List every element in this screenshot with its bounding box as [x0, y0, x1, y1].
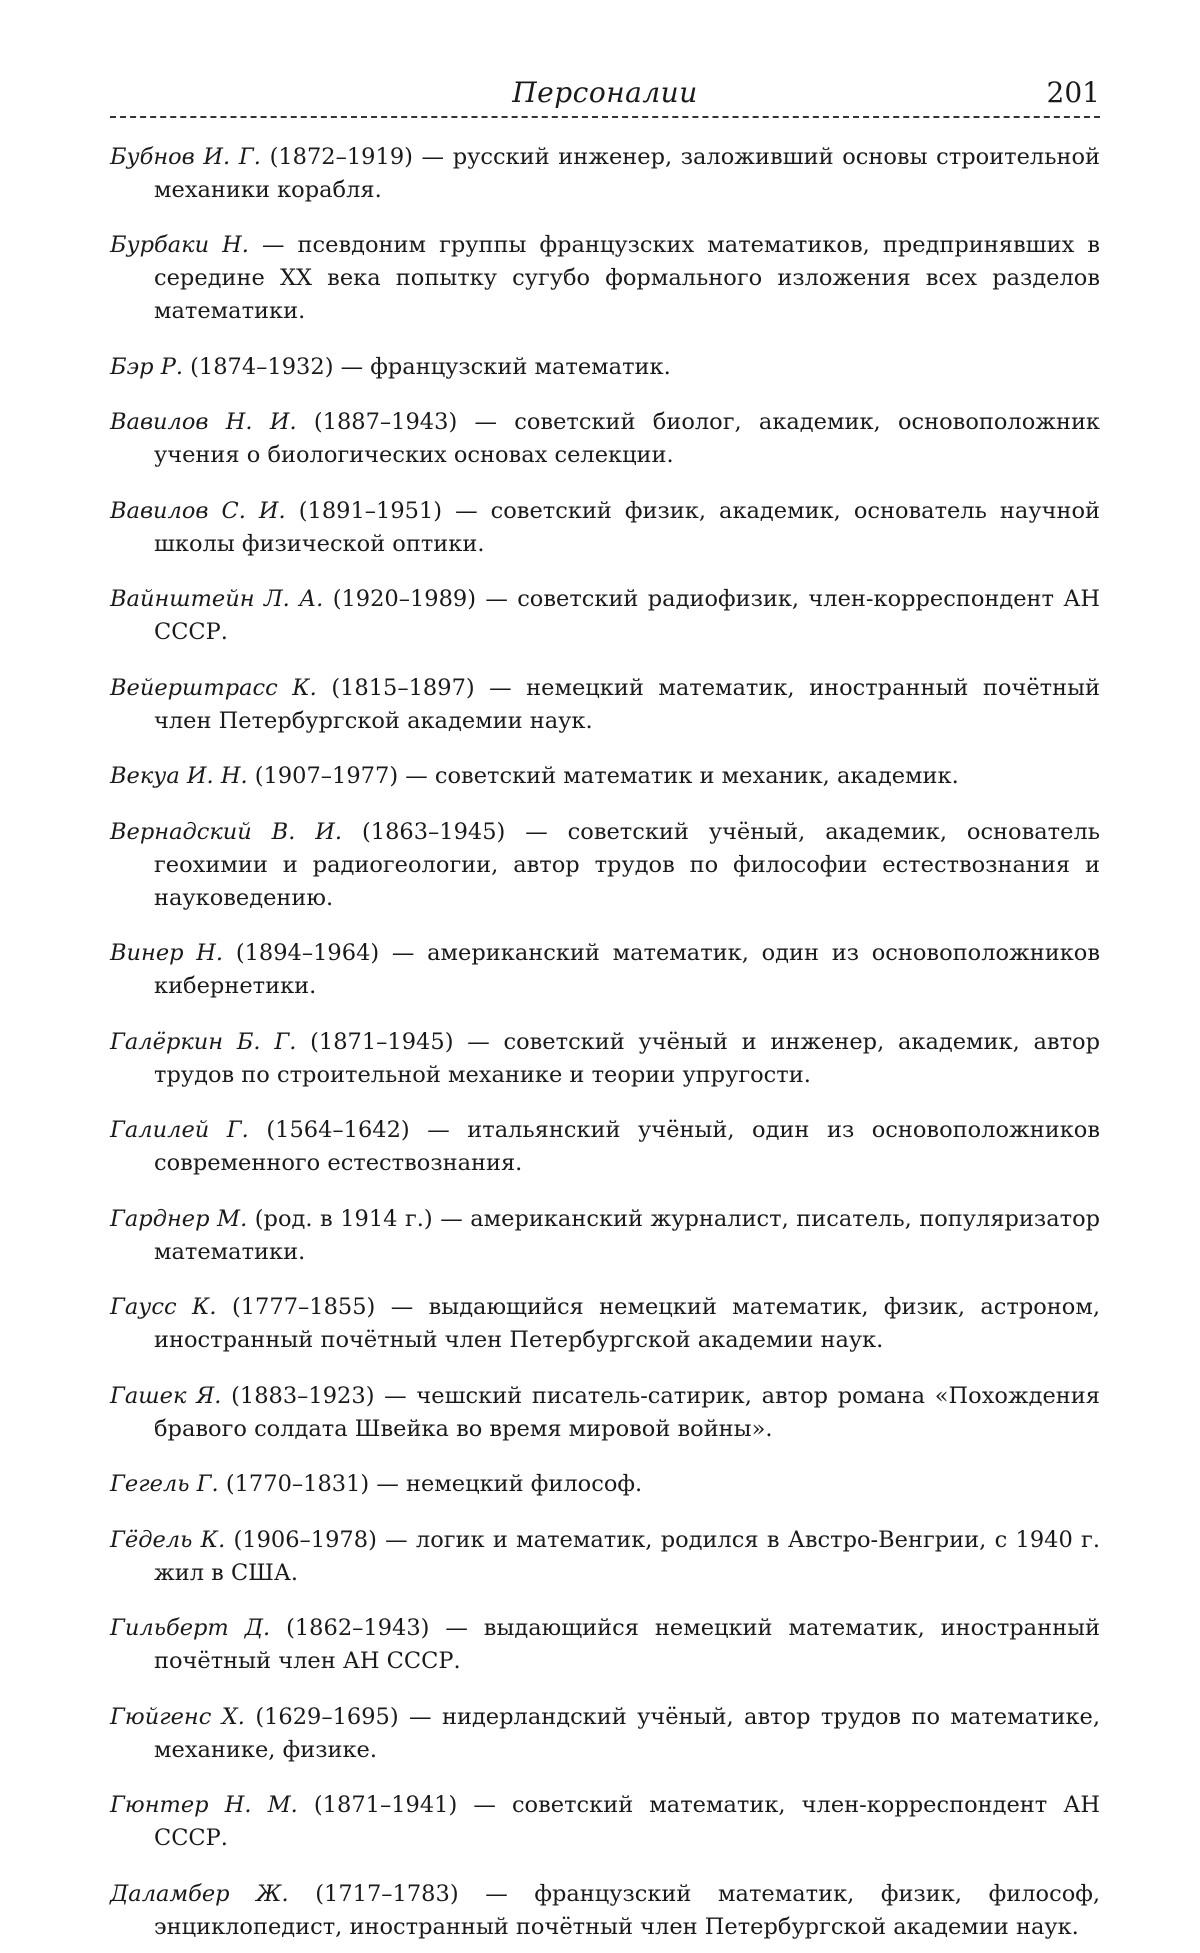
person-name: Даламбер Ж.: [110, 1880, 289, 1907]
person-description: (1564–1642) — итальянский учёный, один из основоположников современного естествознания.: [154, 1117, 1100, 1176]
person-entry: [110, 583, 1100, 649]
person-description: (1717–1783) — французский математик, физик, философ, энциклопедист, иностранный почётный член Петербургской академии наук.: [154, 1880, 1101, 1940]
person-name: Гашек Я.: [110, 1382, 222, 1409]
person-entry: [110, 1701, 1100, 1767]
person-name: Вавилов Н. И.: [110, 409, 297, 435]
book-page: [110, 70, 1100, 1953]
person-entry: [110, 672, 1100, 738]
person-entry: [110, 1612, 1100, 1678]
person-entry: [110, 351, 1100, 384]
person-entry: [110, 1380, 1100, 1446]
person-entry: [110, 1291, 1100, 1357]
person-description: (род. в 1914 г.) — американский журналист, писатель, популяризатор математики.: [154, 1205, 1101, 1265]
person-description: (1887–1943) — советский биолог, академик, основоположник учения о биологических основах селекции.: [154, 409, 1100, 468]
person-name: Вайнштейн Л. А.: [110, 586, 324, 612]
person-description: (1863–1945) — советский учёный, академик, основатель геохимии и радиогеологии, автор трудов по философии естествознания и науковедению.: [154, 818, 1100, 911]
running-header: [110, 70, 1100, 118]
person-name: Гюнтер Н. М.: [110, 1792, 298, 1818]
person-entry: [110, 141, 1100, 207]
person-description: (1629–1695) — нидерландский учёный, автор трудов по математике, механике, физике.: [154, 1703, 1100, 1763]
person-entry: [110, 816, 1100, 915]
person-description: (1871–1941) — советский математик, член-корреспондент АН СССР.: [154, 1792, 1101, 1851]
person-name: Гёдель К.: [110, 1526, 226, 1553]
person-entry: [110, 1524, 1100, 1590]
person-description: (1891–1951) — советский физик, академик, основатель научной школы физической оптики.: [154, 497, 1100, 557]
page-number: 201: [1046, 76, 1100, 109]
person-entry: [110, 1468, 1100, 1501]
person-name: Гаусс К.: [110, 1294, 217, 1320]
person-name: Бэр Р.: [110, 353, 183, 380]
person-description: (1874–1932) — французский математик.: [190, 353, 671, 380]
person-name: Гюйгенс Х.: [110, 1703, 245, 1730]
person-entry: [110, 1026, 1100, 1092]
person-name: Вернадский В. И.: [110, 818, 343, 845]
person-description: (1777–1855) — выдающийся немецкий математик, физик, астроном, иностранный почётный член Петербургской академии наук.: [154, 1294, 1100, 1353]
person-name: Бубнов И. Г.: [110, 143, 261, 170]
person-description: (1907–1977) — советский математик и механик, академик.: [254, 763, 959, 789]
persons-list: [110, 141, 1100, 1944]
person-description: (1815–1897) — немецкий математик, иностранный почётный член Петербургской академии наук.: [154, 674, 1100, 734]
person-entry: [110, 937, 1100, 1003]
person-entry: [110, 760, 1100, 793]
person-description: — псевдоним группы французских математиков, предпринявших в середине XX века попытку сугубо формального изложения всех разделов математики.: [154, 232, 1100, 324]
person-entry: [110, 1114, 1100, 1180]
person-entry: [110, 229, 1100, 328]
person-entry: [110, 406, 1100, 472]
person-name: Винер Н.: [110, 940, 224, 966]
person-entry: [110, 1203, 1100, 1269]
person-name: Гильберт Д.: [110, 1615, 271, 1641]
person-entry: [110, 1878, 1100, 1944]
person-description: (1872–1919) — русский инженер, заложивший основы строительной механики корабля.: [154, 143, 1100, 203]
person-description: (1770–1831) — немецкий философ.: [225, 1471, 643, 1497]
person-entry: [110, 495, 1100, 561]
person-name: Гегель Г.: [110, 1471, 219, 1497]
person-description: (1883–1923) — чешский писатель-сатирик, автор романа «Похождения бравого солдата Швейка во время мировой войны».: [154, 1382, 1100, 1442]
person-description: (1894–1964) — американский математик, один из основоположников кибернетики.: [154, 940, 1100, 999]
person-description: (1862–1943) — выдающийся немецкий математик, иностранный почётный член АН СССР.: [154, 1615, 1100, 1674]
person-name: Вейерштрасс К.: [110, 674, 317, 701]
person-entry: [110, 1789, 1100, 1855]
person-name: Гарднер М.: [110, 1205, 248, 1232]
person-description: (1920–1989) — советский радиофизик, член-корреспондент АН СССР.: [154, 586, 1100, 645]
person-name: Бурбаки Н.: [110, 232, 249, 258]
person-name: Галилей Г.: [110, 1117, 249, 1143]
person-name: Галёркин Б. Г.: [110, 1028, 297, 1055]
person-name: Векуа И. Н.: [110, 763, 248, 789]
person-description: (1906–1978) — логик и математик, родился в Австро-Венгрии, с 1940 г. жил в США.: [154, 1526, 1100, 1586]
running-header-title: Персоналии: [512, 76, 698, 109]
person-description: (1871–1945) — советский учёный и инженер, академик, автор трудов по строительной механике и теории упругости.: [154, 1028, 1100, 1088]
person-name: Вавилов С. И.: [110, 497, 286, 524]
